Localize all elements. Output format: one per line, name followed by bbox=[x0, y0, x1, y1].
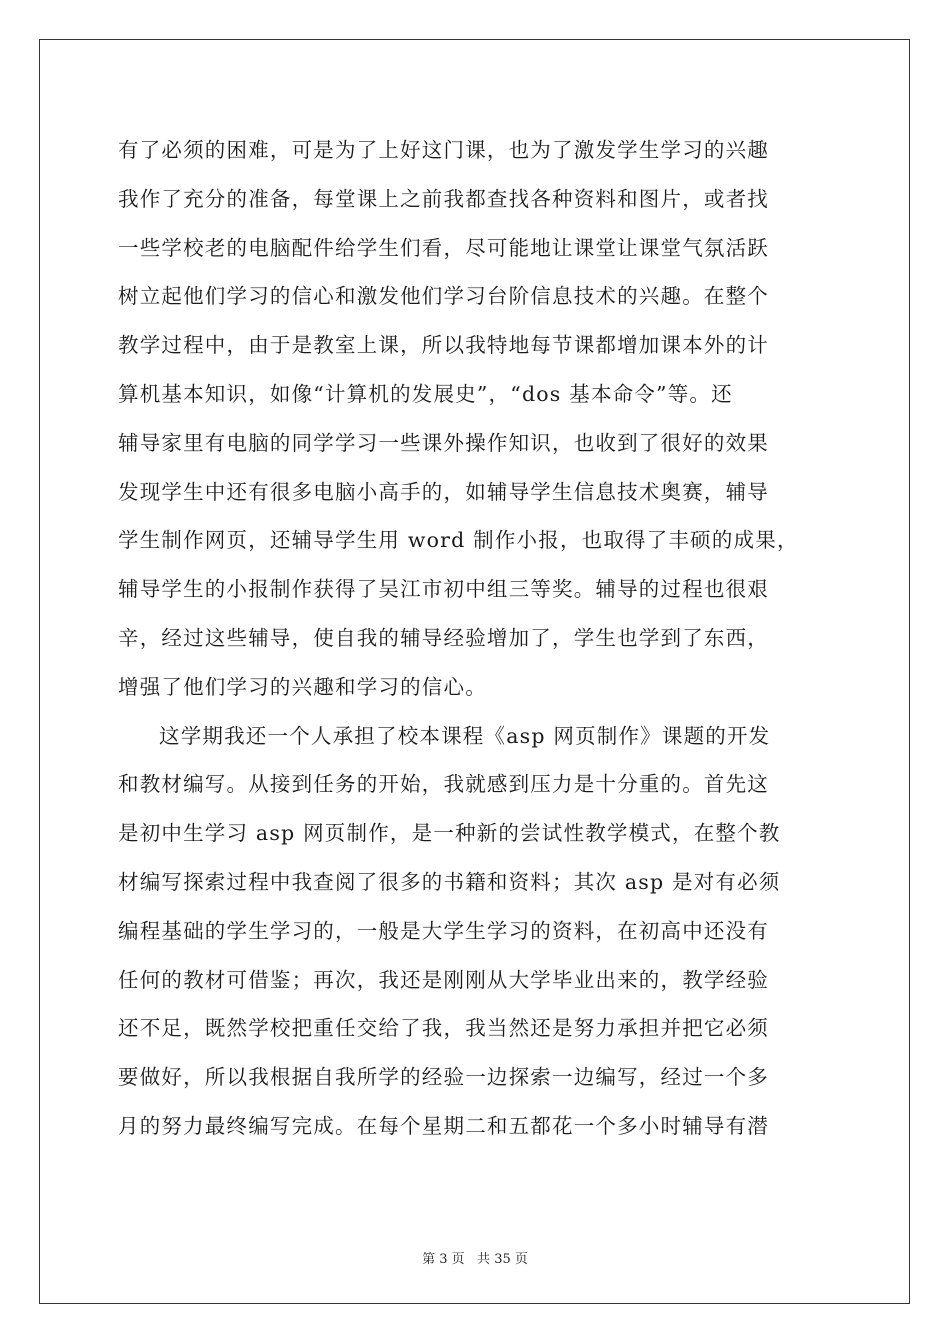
text-line: 是初中生学习 asp 网页制作，是一种新的尝试性教学模式，在整个教 bbox=[118, 821, 781, 846]
text-line: 增强了他们学习的兴趣和学习的信心。 bbox=[118, 674, 487, 699]
text-line: 发现学生中还有很多电脑小高手的，如辅导学生信息技术奥赛，辅导 bbox=[118, 479, 769, 504]
text-line: 辛，经过这些辅导，使自我的辅导经验增加了，学生也学到了东西， bbox=[118, 625, 769, 650]
text-line: 教学过程中，由于是教室上课，所以我特地每节课都增加课本外的计 bbox=[118, 333, 769, 358]
text-line: 材编写探索过程中我查阅了很多的书籍和资料；其次 asp 是对有必须 bbox=[118, 869, 781, 894]
text-line: 还不足，既然学校把重任交给了我，我当然还是努力承担并把它必须 bbox=[118, 1016, 769, 1041]
text-line: 编程基础的学生学习的，一般是大学生学习的资料，在初高中还没有 bbox=[118, 918, 769, 943]
text-line: 要做好，所以我根据自我所学的经验一边探索一边编写，经过一个多 bbox=[118, 1065, 769, 1090]
page-number-footer: 第 3 页 共 35 页 bbox=[422, 1252, 528, 1267]
text-line: 学生制作网页，还辅导学生用 word 制作小报，也取得了丰硕的成果， bbox=[118, 528, 799, 553]
text-line: 有了必须的困难，可是为了上好这门课，也为了激发学生学习的兴趣 bbox=[118, 138, 769, 162]
text-line: 算机基本知识，如像“计算机的发展史”，“dos 基本命令”等。还 bbox=[118, 381, 733, 406]
text-line: 树立起他们学习的信心和激发他们学习台阶信息技术的兴趣。在整个 bbox=[118, 284, 769, 309]
text-line: 和教材编写。从接到任务的开始，我就感到压力是十分重的。首先这 bbox=[118, 772, 769, 797]
text-line: 辅导家里有电脑的同学学习一些课外操作知识，也收到了很好的效果 bbox=[118, 430, 769, 455]
text-line: 任何的教材可借鉴；再次，我还是刚刚从大学毕业出来的，教学经验 bbox=[118, 967, 769, 992]
text-line: 我作了充分的准备，每堂课上之前我都查找各种资料和图片，或者找 bbox=[118, 186, 769, 211]
document-body bbox=[118, 130, 838, 1155]
text-line: 辅导学生的小报制作获得了吴江市初中组三等奖。辅导的过程也很艰 bbox=[118, 577, 769, 602]
text-line: 月的努力最终编写完成。在每个星期二和五都花一个多小时辅导有潜 bbox=[118, 1113, 769, 1138]
text-line: 一些学校老的电脑配件给学生们看，尽可能地让课堂让课堂气氛活跃 bbox=[118, 235, 769, 260]
paragraph-first-line: 这学期我还一个人承担了校本课程《asp 网页制作》课题的开发 bbox=[159, 723, 771, 748]
